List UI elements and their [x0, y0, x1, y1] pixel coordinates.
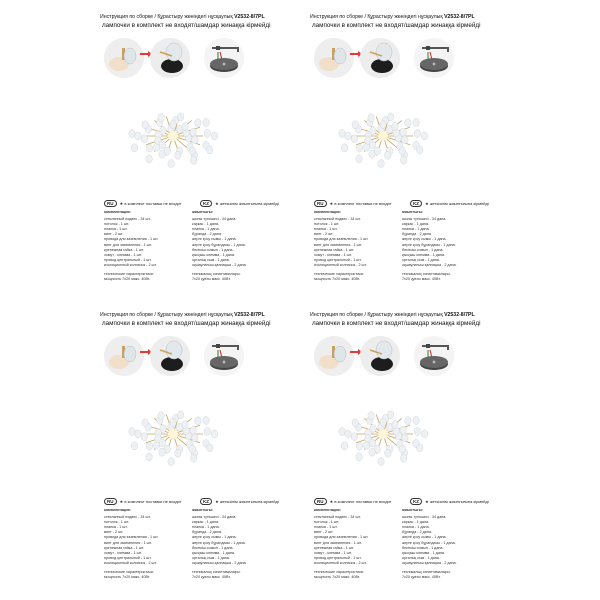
kz-contents-item: шыны түтікшесі - 34 дана.	[192, 217, 237, 222]
kz-badge: KZ	[410, 498, 422, 505]
kz-note-text: жеткізілім жиынтығына кірмейді	[219, 201, 279, 206]
ru-contents-item: изоляционный колпачок - 2 шт.	[104, 560, 157, 565]
panel-title	[310, 14, 510, 20]
ru-contents-item: стеклянный подвес - 34 шт.	[314, 217, 361, 222]
ru-note	[314, 498, 392, 505]
ru-contents-item: провода для заземления - 1 шт.	[314, 237, 369, 242]
ru-tech-line: технические характеристики:	[314, 570, 364, 575]
ru-tech-line: мощность 7х20 макс. 40Вт.	[314, 277, 361, 282]
kz-note-text: жеткізілім жиынтығына кірмейді	[219, 499, 279, 504]
star-icon: ★	[119, 201, 124, 206]
ru-contents-item: провода для заземления - 1 шт.	[104, 535, 159, 540]
hand-attaching-pendant-icon	[150, 336, 190, 376]
model-number: V2532-8/7PL	[234, 312, 265, 318]
step-1-image	[104, 38, 144, 78]
ru-contents-item: хомут - клемма - 1 шт.	[314, 550, 352, 555]
ru-contents-item: винт - 2 шт.	[314, 232, 334, 237]
step-2-image	[150, 336, 190, 376]
title-text: Инструкция по сборке / Құрастыру жөніндегі нұсқаулық	[100, 14, 233, 20]
instruction-panel	[310, 14, 510, 294]
ru-badge: RU	[314, 498, 327, 505]
ru-note	[104, 498, 182, 505]
kz-note-text: жеткізілім жиынтығына кірмейді	[429, 201, 489, 206]
kz-contents-item: жерге қосу бұрандасы - 1 дана.	[402, 242, 456, 247]
kz-tech-line: 7х20 қуаты макс. 40Вт.	[402, 575, 441, 580]
hand-with-pendant-icon	[314, 38, 354, 78]
ru-contents-item: винт - 2 шт.	[104, 530, 124, 535]
kz-tech-line: техникалық сипаттамалары:	[402, 570, 451, 575]
kz-badge: KZ	[410, 200, 422, 207]
kz-tech-line: техникалық сипаттамалары:	[192, 570, 241, 575]
star-icon: ★	[329, 499, 334, 504]
ru-contents-item: винт - 2 шт.	[104, 232, 124, 237]
star-icon: ★	[215, 499, 219, 504]
step-3-image	[204, 336, 244, 376]
kz-contents-item: бекіткіш сомын - 1 дана.	[192, 545, 234, 550]
ru-contents-heading: комплектация:	[104, 508, 131, 512]
title-text: Инструкция по сборке / Құрастыру жөніндегі нұсқаулық	[310, 14, 443, 20]
ru-contents-item: потолок - 1 шт.	[104, 520, 130, 525]
ru-contents-heading: комплектация:	[314, 508, 341, 512]
ru-tech-line: мощность 7х20 макс. 40Вт.	[104, 277, 151, 282]
kz-contents-item: қысқыш клемма - 1 дана.	[192, 550, 235, 555]
ru-tech-line: мощность 7х20 макс. 40Вт.	[314, 575, 361, 580]
kz-contents-item: оқшаулағыш қалпақша - 2 дана.	[402, 560, 457, 565]
chandelier-image	[338, 96, 428, 176]
chandelier-icon	[128, 394, 218, 474]
title-text: Инструкция по сборке / Құрастыру жөніндегі нұсқаулық	[310, 312, 443, 318]
ru-contents-item: изоляционный колпачок - 2 шт.	[104, 262, 157, 267]
kz-contents-item: орталық сым - 1 дана.	[192, 257, 230, 262]
ru-contents-item: винт для заземления - 1 шт.	[104, 242, 152, 247]
star-icon: ★	[425, 499, 429, 504]
kz-badge: KZ	[200, 498, 212, 505]
ru-contents-item: винт - 2 шт.	[314, 530, 334, 535]
panel-subtitle: лампочки в комплект не входят/шамдар жинаққа кірмейді	[312, 320, 481, 327]
ru-contents-list	[104, 210, 194, 282]
kz-contents-item: қысқыш клемма - 1 дана.	[192, 252, 235, 257]
kz-contents-item: орталық сым - 1 дана.	[402, 555, 440, 560]
kz-tech-line: 7х20 қуаты макс. 40Вт.	[402, 277, 441, 282]
chandelier-icon	[338, 96, 428, 176]
kz-contents-item: планка - 1 дана.	[192, 525, 220, 530]
kz-contents-item: орталық сым - 1 дана.	[402, 257, 440, 262]
ceiling-mount-icon	[204, 38, 244, 78]
ru-contents-item: крепежная гайка - 1 шт.	[104, 247, 145, 252]
kz-contents-item: бұрандa - 2 дана.	[402, 530, 432, 535]
kz-tech-line: 7х20 қуаты макс. 40Вт.	[192, 277, 231, 282]
kz-contents-item: бекіткіш сомын - 1 дана.	[402, 545, 444, 550]
ru-contents-item: хомут - клемма - 1 шт.	[314, 252, 352, 257]
kz-contents-heading: жиынтығы:	[192, 508, 214, 512]
chandelier-icon	[128, 96, 218, 176]
model-number: V2532-8/7PL	[234, 14, 265, 20]
ru-contents-list	[314, 210, 404, 282]
step-2-image	[360, 38, 400, 78]
panel-title	[100, 312, 300, 318]
hand-with-pendant-icon	[314, 336, 354, 376]
ru-contents-item: стеклянный подвес - 34 шт.	[104, 217, 151, 222]
chandelier-image	[128, 96, 218, 176]
star-icon: ★	[119, 499, 124, 504]
ru-tech-line: технические характеристики:	[104, 272, 154, 277]
kz-tech-line: 7х20 қуаты макс. 40Вт.	[192, 575, 231, 580]
ru-badge: RU	[104, 200, 117, 207]
kz-contents-item: шыны түтікшесі - 34 дана.	[402, 515, 447, 520]
step-2-image	[360, 336, 400, 376]
ru-contents-item: провод центральный - 1 шт.	[314, 257, 362, 262]
hand-attaching-pendant-icon	[150, 38, 190, 78]
ru-contents-item: хомут - клемма - 1 шт.	[104, 550, 142, 555]
ru-tech-line: технические характеристики:	[314, 272, 364, 277]
ru-note	[104, 200, 182, 207]
ru-badge: RU	[314, 200, 327, 207]
ru-note-text: в комплект поставки не входит	[124, 201, 182, 206]
panel-subtitle: лампочки в комплект не входят/шамдар жинаққа кірмейді	[102, 320, 271, 327]
hand-attaching-pendant-icon	[360, 38, 400, 78]
ru-note	[314, 200, 392, 207]
ru-tech-line: мощность 7х20 макс. 40Вт.	[104, 575, 151, 580]
ru-contents-item: планка - 1 шт.	[104, 227, 128, 232]
kz-contents-item: оқшаулағыш қалпақша - 2 дана.	[192, 262, 247, 267]
kz-badge: KZ	[200, 200, 212, 207]
ru-contents-heading: комплектация:	[314, 210, 341, 214]
panel-subtitle: лампочки в комплект не входят/шамдар жинаққа кірмейді	[102, 22, 271, 29]
hand-with-pendant-icon	[104, 38, 144, 78]
ru-contents-item: планка - 1 шт.	[104, 525, 128, 530]
star-icon: ★	[329, 201, 334, 206]
panel-title	[100, 14, 300, 20]
ru-contents-item: потолок - 1 шт.	[314, 520, 340, 525]
kz-contents-list	[402, 508, 492, 580]
hand-attaching-pendant-icon	[360, 336, 400, 376]
ru-contents-item: стеклянный подвес - 34 шт.	[104, 515, 151, 520]
kz-note	[200, 200, 279, 207]
ru-contents-list	[314, 508, 404, 580]
kz-note	[200, 498, 279, 505]
kz-note	[410, 200, 489, 207]
ru-contents-list	[104, 508, 194, 580]
kz-contents-item: қысқыш клемма - 1 дана.	[402, 252, 445, 257]
ru-contents-item: винт для заземления - 1 шт.	[314, 242, 362, 247]
ru-contents-item: винт для заземления - 1 шт.	[314, 540, 362, 545]
kz-contents-item: планка - 1 дана.	[402, 525, 430, 530]
ru-contents-heading: комплектация:	[104, 210, 131, 214]
kz-contents-heading: жиынтығы:	[192, 210, 214, 214]
ceiling-mount-icon	[204, 336, 244, 376]
step-1-image	[104, 336, 144, 376]
kz-contents-item: қысқыш клемма - 1 дана.	[402, 550, 445, 555]
ru-contents-item: провода для заземления - 1 шт.	[314, 535, 369, 540]
ru-contents-item: потолок - 1 шт.	[314, 222, 340, 227]
ru-tech-line: технические характеристики:	[104, 570, 154, 575]
ru-contents-item: крепежная гайка - 1 шт.	[314, 545, 355, 550]
ru-contents-item: изоляционный колпачок - 2 шт.	[314, 262, 367, 267]
kz-contents-item: жерге қосу бұрандасы - 1 дана.	[402, 540, 456, 545]
kz-contents-item: каркас - 1 дана.	[402, 222, 430, 227]
kz-contents-item: каркас - 1 дана.	[402, 520, 430, 525]
kz-contents-item: каркас - 1 дана.	[192, 520, 220, 525]
model-number: V2532-8/7PL	[444, 14, 475, 20]
ru-contents-item: провод центральный - 1 шт.	[314, 555, 362, 560]
instruction-panel	[100, 14, 300, 294]
kz-contents-item: бұрандa - 2 дана.	[192, 232, 222, 237]
kz-contents-item: оқшаулағыш қалпақша - 2 дана.	[402, 262, 457, 267]
kz-contents-item: планка - 1 дана.	[402, 227, 430, 232]
kz-contents-item: шыны түтікшесі - 34 дана.	[402, 217, 447, 222]
ru-contents-item: планка - 1 шт.	[314, 227, 338, 232]
ru-note-text: в комплект поставки не входит	[334, 201, 392, 206]
kz-note	[410, 498, 489, 505]
kz-contents-list	[192, 508, 282, 580]
ru-contents-item: стеклянный подвес - 34 шт.	[314, 515, 361, 520]
star-icon: ★	[215, 201, 219, 206]
panel-title	[310, 312, 510, 318]
title-text: Инструкция по сборке / Құрастыру жөніндегі нұсқаулық	[100, 312, 233, 318]
kz-contents-item: каркас - 1 дана.	[192, 222, 220, 227]
panel-subtitle: лампочки в комплект не входят/шамдар жинаққа кірмейді	[312, 22, 481, 29]
ru-contents-item: потолок - 1 шт.	[104, 222, 130, 227]
chandelier-image	[338, 394, 428, 474]
kz-contents-item: планка - 1 дана.	[192, 227, 220, 232]
kz-contents-heading: жиынтығы:	[402, 508, 424, 512]
chandelier-image	[128, 394, 218, 474]
kz-contents-item: оқшаулағыш қалпақша - 2 дана.	[192, 560, 247, 565]
instruction-panel	[100, 312, 300, 592]
ru-note-text: в комплект поставки не входит	[124, 499, 182, 504]
ceiling-mount-icon	[414, 336, 454, 376]
instruction-panel	[310, 312, 510, 592]
kz-contents-item: бұрандa - 2 дана.	[192, 530, 222, 535]
ru-contents-item: хомут - клемма - 1 шт.	[104, 252, 142, 257]
chandelier-icon	[338, 394, 428, 474]
ru-badge: RU	[104, 498, 117, 505]
model-number: V2532-8/7PL	[444, 312, 475, 318]
kz-contents-item: бекіткіш сомын - 1 дана.	[402, 247, 444, 252]
kz-contents-item: жерге қосу сымы - 1 дана.	[402, 237, 447, 242]
ru-contents-item: крепежная гайка - 1 шт.	[314, 247, 355, 252]
step-2-image	[150, 38, 190, 78]
step-1-image	[314, 336, 354, 376]
kz-contents-item: жерге қосу сымы - 1 дана.	[192, 237, 237, 242]
step-3-image	[414, 336, 454, 376]
star-icon: ★	[425, 201, 429, 206]
kz-contents-item: жерге қосу сымы - 1 дана.	[402, 535, 447, 540]
kz-contents-item: орталық сым - 1 дана.	[192, 555, 230, 560]
ru-contents-item: планка - 1 шт.	[314, 525, 338, 530]
ru-contents-item: провод центральный - 1 шт.	[104, 555, 152, 560]
ceiling-mount-icon	[414, 38, 454, 78]
ru-contents-item: провода для заземления - 1 шт.	[104, 237, 159, 242]
ru-contents-item: изоляционный колпачок - 2 шт.	[314, 560, 367, 565]
kz-tech-line: техникалық сипаттамалары:	[192, 272, 241, 277]
step-3-image	[414, 38, 454, 78]
kz-contents-item: бұрандa - 2 дана.	[402, 232, 432, 237]
kz-contents-item: жерге қосу бұрандасы - 1 дана.	[192, 242, 246, 247]
kz-contents-item: жерге қосу бұрандасы - 1 дана.	[192, 540, 246, 545]
kz-contents-list	[402, 210, 492, 282]
ru-contents-item: крепежная гайка - 1 шт.	[104, 545, 145, 550]
kz-contents-item: шыны түтікшесі - 34 дана.	[192, 515, 237, 520]
kz-contents-item: бекіткіш сомын - 1 дана.	[192, 247, 234, 252]
ru-contents-item: провод центральный - 1 шт.	[104, 257, 152, 262]
step-3-image	[204, 38, 244, 78]
kz-contents-item: жерге қосу сымы - 1 дана.	[192, 535, 237, 540]
kz-contents-heading: жиынтығы:	[402, 210, 424, 214]
hand-with-pendant-icon	[104, 336, 144, 376]
kz-contents-list	[192, 210, 282, 282]
ru-contents-item: винт для заземления - 1 шт.	[104, 540, 152, 545]
kz-note-text: жеткізілім жиынтығына кірмейді	[429, 499, 489, 504]
ru-note-text: в комплект поставки не входит	[334, 499, 392, 504]
kz-tech-line: техникалық сипаттамалары:	[402, 272, 451, 277]
step-1-image	[314, 38, 354, 78]
